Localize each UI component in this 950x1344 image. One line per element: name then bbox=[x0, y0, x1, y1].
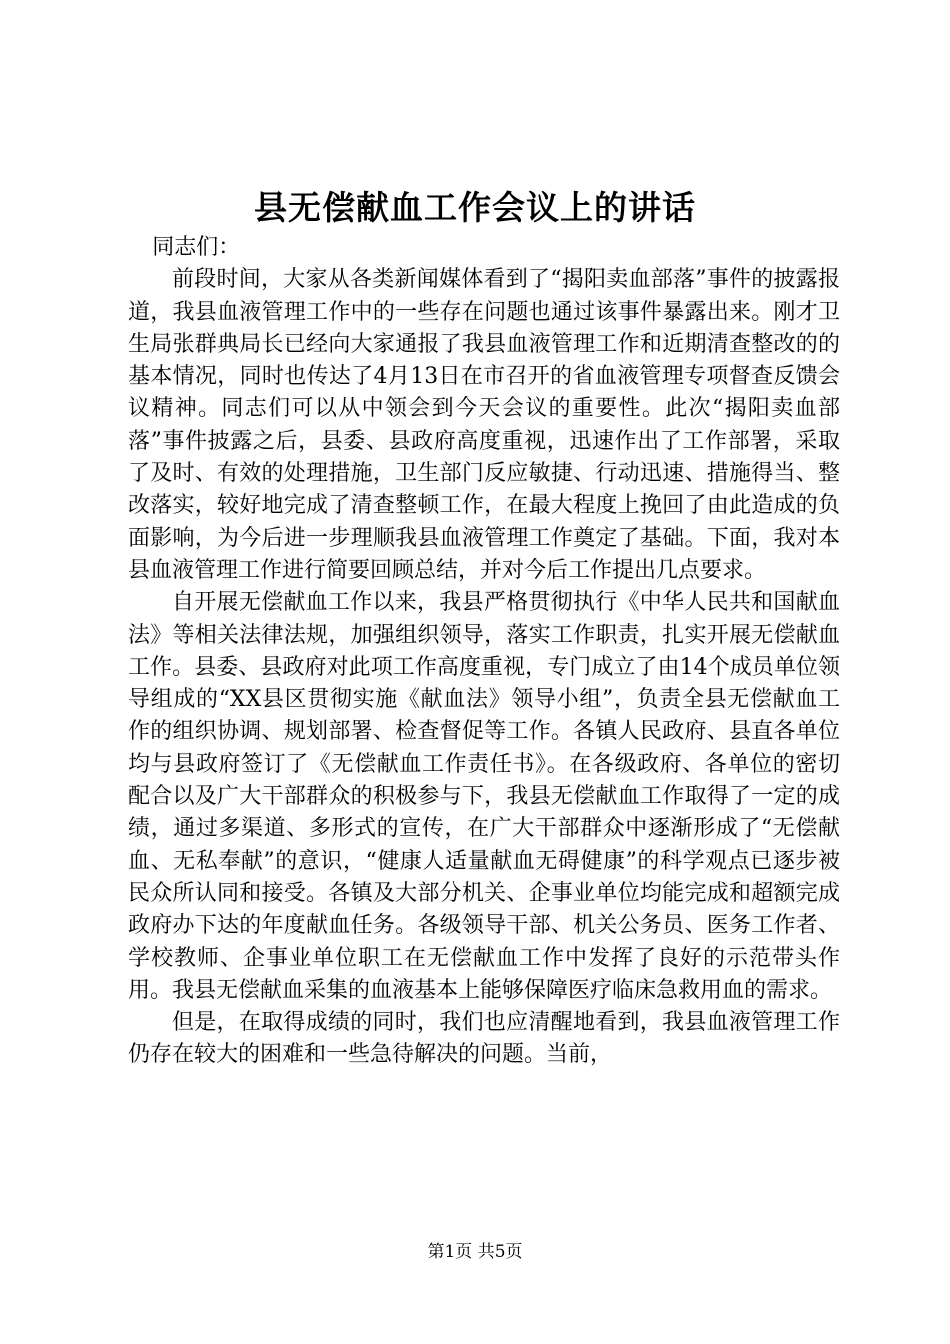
paragraph-2: 自开展无偿献血工作以来，我县严格贯彻执行《中华人民共和国献血法》等相关法律法规，加强组织领导，落实工作职责，扎实开展无偿献血工作。县委、县政府对此项工作高度重视，专门成立了由14个成员单位领导组成的“XX县区贯彻实施《献血法》领导小组”，负责全县无偿献血工作的组织协调、规划部署、检查督促等工作。各镇人民政府、县直各单位均与县政府签订了《无偿献血工作责任书》。在各级政府、各单位的密切配合以及广大干部群众的积极参与下，我县无偿献血工作取得了一定的成绩，通过多渠道、多形式的宣传，在广大干部群众中逐渐形成了“无偿献血、无私奉献”的意识，“健康人适量献血无碍健康”的科学观点已逐步被民众所认同和接受。各镇及大部分机关、企事业单位均能完成和超额完成政府办下达的年度献血任务。各级领导干部、机关公务员、医务工作者、学校教师、企事业单位职工在无偿献血工作中发挥了良好的示范带头作用。我县无偿献血采集的血液基本上能够保障医疗临床急救用血的需求。 bbox=[128, 590, 840, 1003]
salutation: 同志们： bbox=[152, 235, 241, 260]
document-title: 县无偿献血工作会议上的讲话 bbox=[254, 188, 696, 227]
page-footer: 第1页 共5页 bbox=[427, 1242, 523, 1262]
paragraph-3: 但是，在取得成绩的同时，我们也应清醒地看到，我县血液管理工作仍存在较大的困难和一些急待解决的问题。当前， bbox=[128, 1010, 840, 1068]
document-body bbox=[128, 232, 840, 1072]
paragraph-1: 前段时间，大家从各类新闻媒体看到了“揭阳卖血部落”事件的披露报道，我县血液管理工作中的一些存在问题也通过该事件暴露出来。刚才卫生局张群典局长已经向大家通报了我县血液管理工作和近期清查整改的的基本情况，同时也传达了4月13日在市召开的省血液管理专项督查反馈会议精神。同志们可以从中领会到今天会议的重要性。此次“揭阳卖血部落”事件披露之后，县委、县政府高度重视，迅速作出了工作部署，采取了及时、有效的处理措施，卫生部门反应敏捷、行动迅速、措施得当、整改落实，较好地完成了清查整顿工作，在最大程度上挽回了由此造成的负面影响，为今后进一步理顺我县血液管理工作奠定了基础。下面，我对本县血液管理工作进行简要回顾总结，并对今后工作提出几点要求。 bbox=[128, 267, 840, 583]
